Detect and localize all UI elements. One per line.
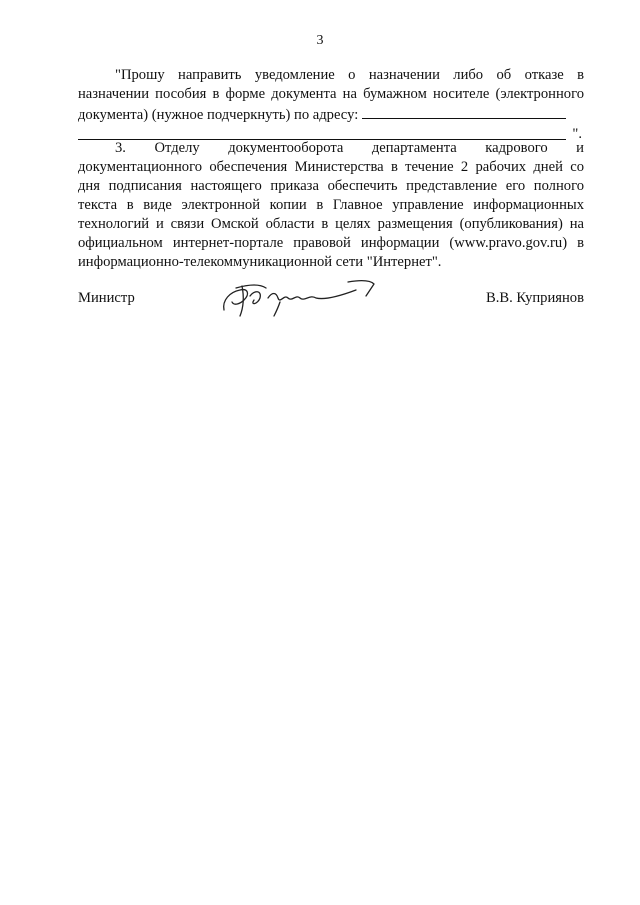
paragraph-line-text: документа) (нужное подчеркнуть) по адресу: (78, 107, 359, 123)
paragraph-line: официальном интернет-портале правовой информации (www.pravo.gov.ru) в (78, 235, 584, 251)
signature-block (78, 290, 584, 330)
paragraph-line: "Прошу направить уведомление о назначении либо об отказе в (115, 67, 584, 83)
paragraph-line: 3. Отделу документооборота департамента кадрового и (115, 140, 584, 156)
signer-name: В.В. Куприянов (486, 290, 584, 306)
paragraph-line: дня подписания настоящего приказа обеспечить представление его полного (78, 178, 584, 194)
handwritten-signature-icon (220, 276, 380, 318)
paragraph-line (78, 104, 584, 125)
page-number: 3 (316, 33, 324, 48)
closing-quote: ". (572, 126, 582, 142)
paragraph-3-document-office (78, 139, 584, 272)
paragraph-notification-request (78, 66, 584, 144)
paragraph-line: назначении пособия в форме документа на бумажном носителе (электронного (78, 86, 584, 102)
paragraph-line: текста в виде электронной копии в Главное управление информационных (78, 197, 584, 213)
paragraph-line: документационного обеспечения Министерства в течение 2 рабочих дней со (78, 159, 584, 175)
paragraph-line: информационно-телекоммуникационной сети "Интернет". (78, 254, 442, 270)
position-title: Министр (78, 290, 135, 306)
paragraph-line: технологий и связи Омской области в целях размещения (опубликования) на (78, 216, 584, 232)
address-blank-line (362, 104, 566, 119)
